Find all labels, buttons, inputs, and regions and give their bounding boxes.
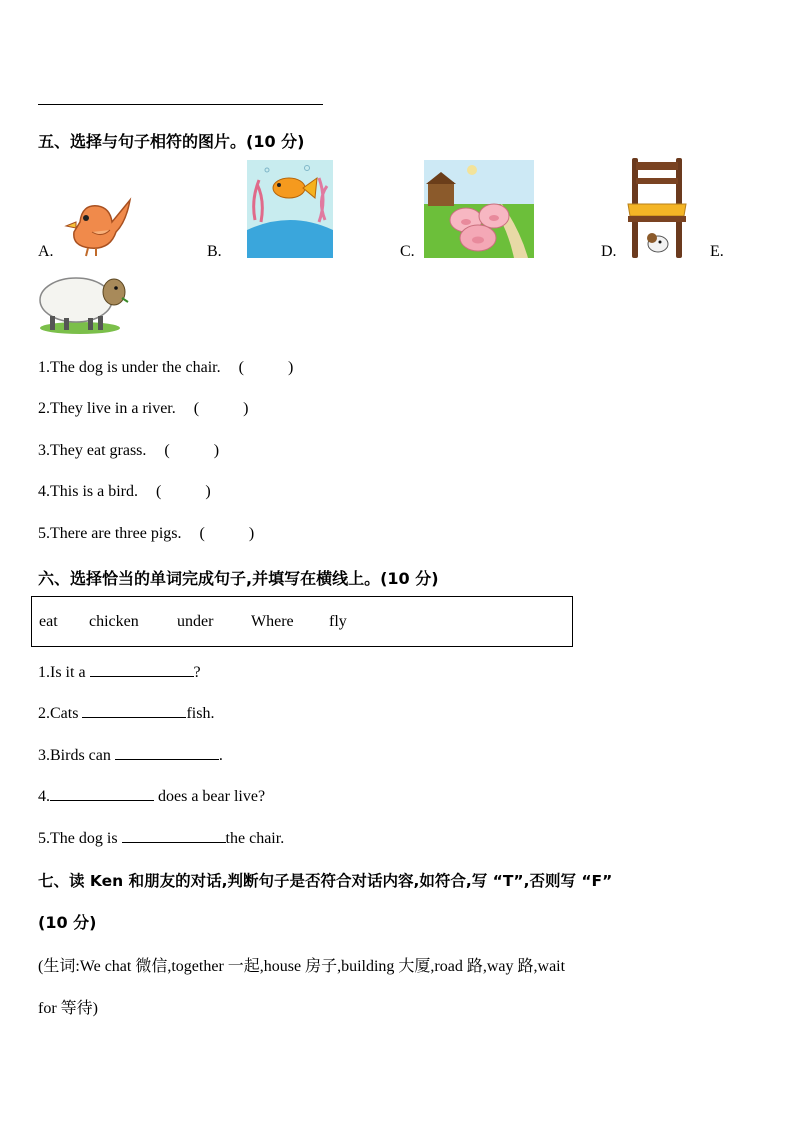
s5-question-1: 1.The dog is under the chair. ( ) [38,359,294,376]
answer-paren[interactable]: ( ) [164,442,220,459]
s6-question-2: 2.Cats fish. [38,705,215,722]
option-b-label: B. [207,243,222,260]
option-d-label: D. [601,243,617,260]
section5-title: 五、选择与句子相符的图片。(10 分) [38,132,305,151]
word-bank-item: chicken [89,613,139,630]
vocab-line1: (生词:We chat 微信,together 一起,house 房子,building 大厦,road 路,way 路,wait [38,958,566,975]
word-bank-item: under [177,613,214,630]
option-a-label: A. [38,243,54,260]
fill-blank[interactable] [90,662,194,677]
fill-blank[interactable] [82,703,186,718]
section7-title-line2: (10 分) [38,913,97,932]
fill-blank[interactable] [115,745,219,760]
s5-question-2: 2.They live in a river. ( ) [38,400,249,417]
chair-dog-icon [624,158,690,258]
s6-question-3: 3.Birds can . [38,747,223,764]
word-bank-item: fly [329,613,347,630]
vocab-line2: for 等待) [38,1000,98,1017]
s5-question-4: 4.This is a bird. ( ) [38,483,211,500]
section6-title: 六、选择恰当的单词完成句子,并填写在横线上。(10 分) [38,569,439,588]
s6-question-4: 4. does a bear live? [38,788,266,805]
answer-paren[interactable]: ( ) [199,525,255,542]
s6-question-1: 1.Is it a ? [38,664,201,681]
s5-question-5: 5.There are three pigs. ( ) [38,525,255,542]
sheep-icon [36,268,130,336]
goldfish-icon [247,160,333,258]
section7-title-line1: 七、读 Ken 和朋友的对话,判断句子是否符合对话内容,如符合,写 “T”,否则写 “F” [38,872,613,890]
word-bank-item: eat [39,613,58,630]
s5-question-3: 3.They eat grass. ( ) [38,442,220,459]
pigs-icon [424,160,534,258]
s6-question-5: 5.The dog is the chair. [38,830,285,847]
answer-paren[interactable]: ( ) [193,400,249,417]
word-bank [31,596,573,647]
option-e-label: E. [710,243,724,260]
answer-paren[interactable]: ( ) [238,359,294,376]
fill-blank[interactable] [122,828,226,843]
option-c-label: C. [400,243,415,260]
answer-paren[interactable]: ( ) [156,483,211,500]
answer-line [38,104,323,105]
fill-blank[interactable] [50,786,154,801]
word-bank-item: Where [251,613,294,630]
bird-icon [62,192,132,258]
